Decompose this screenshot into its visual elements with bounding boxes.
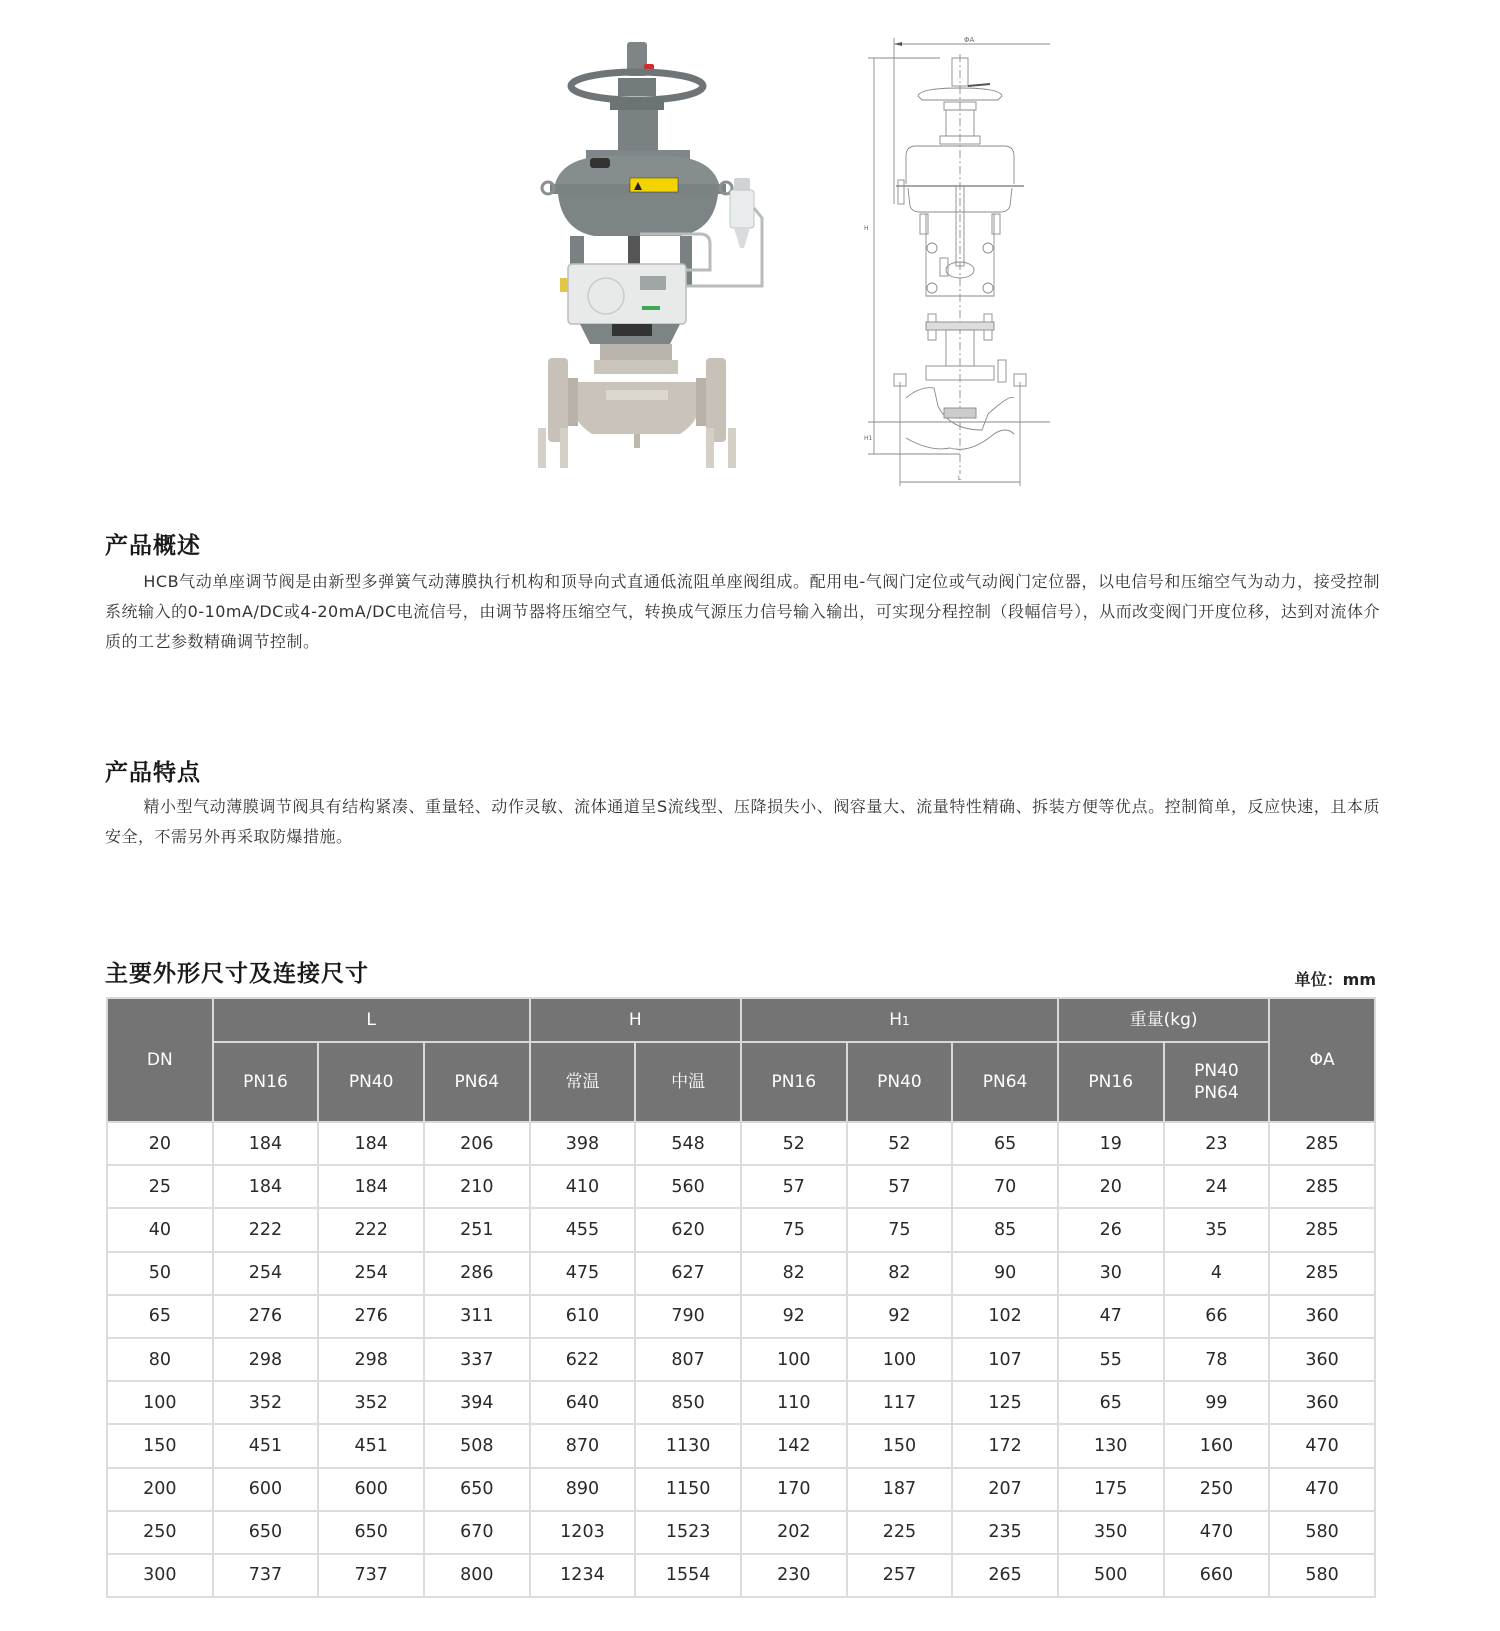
- cell-h1-pn64: 107: [952, 1338, 1058, 1381]
- cell-h1-pn16: 82: [741, 1252, 847, 1295]
- overview-text: HCB气动单座调节阀是由新型多弹簧气动薄膜执行机构和顶导向式直通低流阻单座阀组成。配用电-气阀门定位或气动阀门定位器，以电信号和压缩空气为动力，接受控制系统输入的0-10mA/DC或4-20mA/DC电流信号，由调节器将压缩空气，转换成气源压力信号输入输出，可实现分程控制（段幅信号），从而改变阀门开度位移，达到对流体介质的工艺参数精确调节控制。: [105, 572, 1380, 651]
- cell-h1-pn40: 57: [847, 1165, 953, 1208]
- table-header-row-sub: [107, 1042, 1375, 1122]
- cell-phi-a: 285: [1269, 1252, 1375, 1295]
- cell-h-medium: 807: [635, 1338, 741, 1381]
- cell-l-pn64: 206: [424, 1122, 530, 1165]
- cell-w-pn40-64: 35: [1164, 1208, 1270, 1251]
- cell-phi-a: 285: [1269, 1208, 1375, 1251]
- cell-phi-a: 285: [1269, 1122, 1375, 1165]
- cell-h1-pn64: 125: [952, 1381, 1058, 1424]
- table-row: [107, 1554, 1375, 1597]
- cell-l-pn16: 352: [213, 1381, 319, 1424]
- dimension-drawing: [860, 34, 1060, 490]
- cell-h-normal: 1203: [530, 1511, 636, 1554]
- cell-l-pn40: 298: [318, 1338, 424, 1381]
- cell-h1-pn16: 170: [741, 1468, 847, 1511]
- cell-l-pn40: 276: [318, 1295, 424, 1338]
- cell-h1-pn16: 142: [741, 1424, 847, 1467]
- table-row: [107, 1338, 1375, 1381]
- cell-dn: 20: [107, 1122, 213, 1165]
- cell-h1-pn16: 110: [741, 1381, 847, 1424]
- valve-photo: [530, 38, 770, 498]
- cell-h-normal: 890: [530, 1468, 636, 1511]
- header-h1-pn40: PN40: [847, 1042, 953, 1122]
- svg-text:H: H: [864, 225, 869, 232]
- cell-l-pn64: 311: [424, 1295, 530, 1338]
- cell-h-medium: 850: [635, 1381, 741, 1424]
- cell-dn: 50: [107, 1252, 213, 1295]
- cell-l-pn64: 251: [424, 1208, 530, 1251]
- cell-l-pn40: 352: [318, 1381, 424, 1424]
- table-body: [107, 1122, 1375, 1597]
- cell-h1-pn16: 52: [741, 1122, 847, 1165]
- phi-a-label: ΦA: [964, 36, 975, 44]
- cell-h1-pn16: 202: [741, 1511, 847, 1554]
- header-h1: H1: [741, 998, 1058, 1042]
- cell-dn: 250: [107, 1511, 213, 1554]
- cell-w-pn16: 130: [1058, 1424, 1164, 1467]
- cell-h1-pn40: 225: [847, 1511, 953, 1554]
- cell-w-pn16: 500: [1058, 1554, 1164, 1597]
- header-l-pn16: PN16: [213, 1042, 319, 1122]
- cell-w-pn40-64: 4: [1164, 1252, 1270, 1295]
- cell-h1-pn40: 75: [847, 1208, 953, 1251]
- cell-l-pn16: 184: [213, 1122, 319, 1165]
- cell-h1-pn64: 90: [952, 1252, 1058, 1295]
- cell-h1-pn16: 75: [741, 1208, 847, 1251]
- header-dn: DN: [107, 998, 213, 1122]
- cell-w-pn16: 47: [1058, 1295, 1164, 1338]
- header-weight: 重量(kg): [1058, 998, 1269, 1042]
- cell-phi-a: 360: [1269, 1338, 1375, 1381]
- cell-h-normal: 640: [530, 1381, 636, 1424]
- cell-h-normal: 622: [530, 1338, 636, 1381]
- cell-w-pn16: 26: [1058, 1208, 1164, 1251]
- cell-w-pn16: 20: [1058, 1165, 1164, 1208]
- header-l-pn64: PN64: [424, 1042, 530, 1122]
- cell-dn: 200: [107, 1468, 213, 1511]
- header-h1-sub: 1: [902, 1013, 910, 1028]
- cell-dn: 25: [107, 1165, 213, 1208]
- cell-dn: 80: [107, 1338, 213, 1381]
- cell-h-medium: 560: [635, 1165, 741, 1208]
- cell-l-pn16: 298: [213, 1338, 319, 1381]
- header-h: H: [530, 998, 741, 1042]
- cell-l-pn40: 451: [318, 1424, 424, 1467]
- cell-w-pn40-64: 250: [1164, 1468, 1270, 1511]
- cell-h1-pn64: 102: [952, 1295, 1058, 1338]
- header-h-normal: 常温: [530, 1042, 636, 1122]
- cell-l-pn64: 670: [424, 1511, 530, 1554]
- cell-h1-pn40: 100: [847, 1338, 953, 1381]
- cell-w-pn16: 65: [1058, 1381, 1164, 1424]
- cell-l-pn40: 184: [318, 1122, 424, 1165]
- header-l: L: [213, 998, 530, 1042]
- cell-l-pn64: 286: [424, 1252, 530, 1295]
- cell-h1-pn64: 265: [952, 1554, 1058, 1597]
- cell-h1-pn40: 52: [847, 1122, 953, 1165]
- cell-w-pn40-64: 660: [1164, 1554, 1270, 1597]
- cell-l-pn64: 800: [424, 1554, 530, 1597]
- cell-h-medium: 620: [635, 1208, 741, 1251]
- cell-w-pn40-64: 99: [1164, 1381, 1270, 1424]
- cell-h-normal: 475: [530, 1252, 636, 1295]
- table-row: [107, 1208, 1375, 1251]
- svg-text:H1: H1: [864, 435, 873, 442]
- cell-l-pn16: 451: [213, 1424, 319, 1467]
- cell-w-pn40-64: 24: [1164, 1165, 1270, 1208]
- cell-h-medium: 1130: [635, 1424, 741, 1467]
- cell-dn: 100: [107, 1381, 213, 1424]
- cell-phi-a: 470: [1269, 1468, 1375, 1511]
- svg-text:L: L: [958, 475, 962, 482]
- cell-l-pn64: 508: [424, 1424, 530, 1467]
- header-phi-a: ΦA: [1269, 998, 1375, 1122]
- cell-dn: 40: [107, 1208, 213, 1251]
- cell-h1-pn64: 172: [952, 1424, 1058, 1467]
- header-w-pn16: PN16: [1058, 1042, 1164, 1122]
- cell-h-normal: 1234: [530, 1554, 636, 1597]
- cell-h1-pn40: 82: [847, 1252, 953, 1295]
- cell-w-pn16: 350: [1058, 1511, 1164, 1554]
- unit-label: 单位：mm: [1294, 970, 1376, 989]
- cell-h-normal: 398: [530, 1122, 636, 1165]
- cell-h-medium: 1150: [635, 1468, 741, 1511]
- cell-l-pn16: 737: [213, 1554, 319, 1597]
- cell-h1-pn40: 92: [847, 1295, 953, 1338]
- cell-h1-pn40: 117: [847, 1381, 953, 1424]
- table-header-row-groups: [107, 998, 1375, 1042]
- table-row: [107, 1468, 1375, 1511]
- cell-h1-pn16: 92: [741, 1295, 847, 1338]
- cell-l-pn16: 254: [213, 1252, 319, 1295]
- table-row: [107, 1511, 1375, 1554]
- cell-l-pn40: 254: [318, 1252, 424, 1295]
- cell-h1-pn40: 150: [847, 1424, 953, 1467]
- cell-h-normal: 870: [530, 1424, 636, 1467]
- cell-h1-pn64: 207: [952, 1468, 1058, 1511]
- table-row: [107, 1381, 1375, 1424]
- cell-l-pn16: 184: [213, 1165, 319, 1208]
- cell-l-pn64: 337: [424, 1338, 530, 1381]
- product-images: [0, 0, 1500, 500]
- cell-h1-pn16: 100: [741, 1338, 847, 1381]
- cell-h-medium: 1523: [635, 1511, 741, 1554]
- table-row: [107, 1122, 1375, 1165]
- cell-w-pn40-64: 23: [1164, 1122, 1270, 1165]
- cell-phi-a: 470: [1269, 1424, 1375, 1467]
- header-w-pn40: PN40: [1194, 1061, 1239, 1081]
- cell-h1-pn40: 187: [847, 1468, 953, 1511]
- cell-h1-pn64: 70: [952, 1165, 1058, 1208]
- cell-h-normal: 455: [530, 1208, 636, 1251]
- cell-h-medium: 627: [635, 1252, 741, 1295]
- cell-l-pn40: 600: [318, 1468, 424, 1511]
- cell-phi-a: 360: [1269, 1295, 1375, 1338]
- cell-h-medium: 1554: [635, 1554, 741, 1597]
- dimensions-table: [106, 997, 1376, 1598]
- cell-h1-pn64: 65: [952, 1122, 1058, 1165]
- overview-title: 产品概述: [105, 533, 201, 559]
- cell-l-pn16: 222: [213, 1208, 319, 1251]
- cell-h-normal: 410: [530, 1165, 636, 1208]
- cell-l-pn16: 650: [213, 1511, 319, 1554]
- cell-phi-a: 580: [1269, 1511, 1375, 1554]
- cell-h-medium: 790: [635, 1295, 741, 1338]
- header-w-pn40-64: [1164, 1042, 1270, 1122]
- features-text: 精小型气动薄膜调节阀具有结构紧凑、重量轻、动作灵敏、流体通道呈S流线型、压降损失小、阀容量大、流量特性精确、拆装方便等优点。控制简单，反应快速，且本质安全，不需另外再采取防爆措施。: [105, 797, 1380, 846]
- cell-h1-pn64: 235: [952, 1511, 1058, 1554]
- cell-dn: 150: [107, 1424, 213, 1467]
- cell-h1-pn16: 57: [741, 1165, 847, 1208]
- cell-phi-a: 360: [1269, 1381, 1375, 1424]
- cell-w-pn16: 30: [1058, 1252, 1164, 1295]
- cell-l-pn64: 394: [424, 1381, 530, 1424]
- cell-w-pn40-64: 66: [1164, 1295, 1270, 1338]
- cell-l-pn16: 276: [213, 1295, 319, 1338]
- dimensions-title: 主要外形尺寸及连接尺寸: [105, 961, 369, 987]
- cell-l-pn40: 737: [318, 1554, 424, 1597]
- cell-l-pn40: 184: [318, 1165, 424, 1208]
- cell-l-pn16: 600: [213, 1468, 319, 1511]
- cell-h1-pn40: 257: [847, 1554, 953, 1597]
- features-title: 产品特点: [105, 760, 201, 786]
- cell-phi-a: 580: [1269, 1554, 1375, 1597]
- header-l-pn40: PN40: [318, 1042, 424, 1122]
- cell-dn: 300: [107, 1554, 213, 1597]
- cell-l-pn64: 650: [424, 1468, 530, 1511]
- cell-h-medium: 548: [635, 1122, 741, 1165]
- cell-w-pn40-64: 470: [1164, 1511, 1270, 1554]
- cell-w-pn16: 175: [1058, 1468, 1164, 1511]
- cell-w-pn16: 19: [1058, 1122, 1164, 1165]
- header-w-pn64: PN64: [1194, 1083, 1239, 1103]
- header-h1-pn16: PN16: [741, 1042, 847, 1122]
- cell-phi-a: 285: [1269, 1165, 1375, 1208]
- cell-l-pn64: 210: [424, 1165, 530, 1208]
- cell-dn: 65: [107, 1295, 213, 1338]
- cell-h1-pn16: 230: [741, 1554, 847, 1597]
- table-row: [107, 1295, 1375, 1338]
- cell-w-pn16: 55: [1058, 1338, 1164, 1381]
- cell-h1-pn64: 85: [952, 1208, 1058, 1251]
- cell-h-normal: 610: [530, 1295, 636, 1338]
- table-row: [107, 1165, 1375, 1208]
- table-row: [107, 1424, 1375, 1467]
- cell-l-pn40: 650: [318, 1511, 424, 1554]
- header-h-medium: 中温: [635, 1042, 741, 1122]
- cell-l-pn40: 222: [318, 1208, 424, 1251]
- cell-w-pn40-64: 78: [1164, 1338, 1270, 1381]
- cell-w-pn40-64: 160: [1164, 1424, 1270, 1467]
- header-h1-pn64: PN64: [952, 1042, 1058, 1122]
- table-row: [107, 1252, 1375, 1295]
